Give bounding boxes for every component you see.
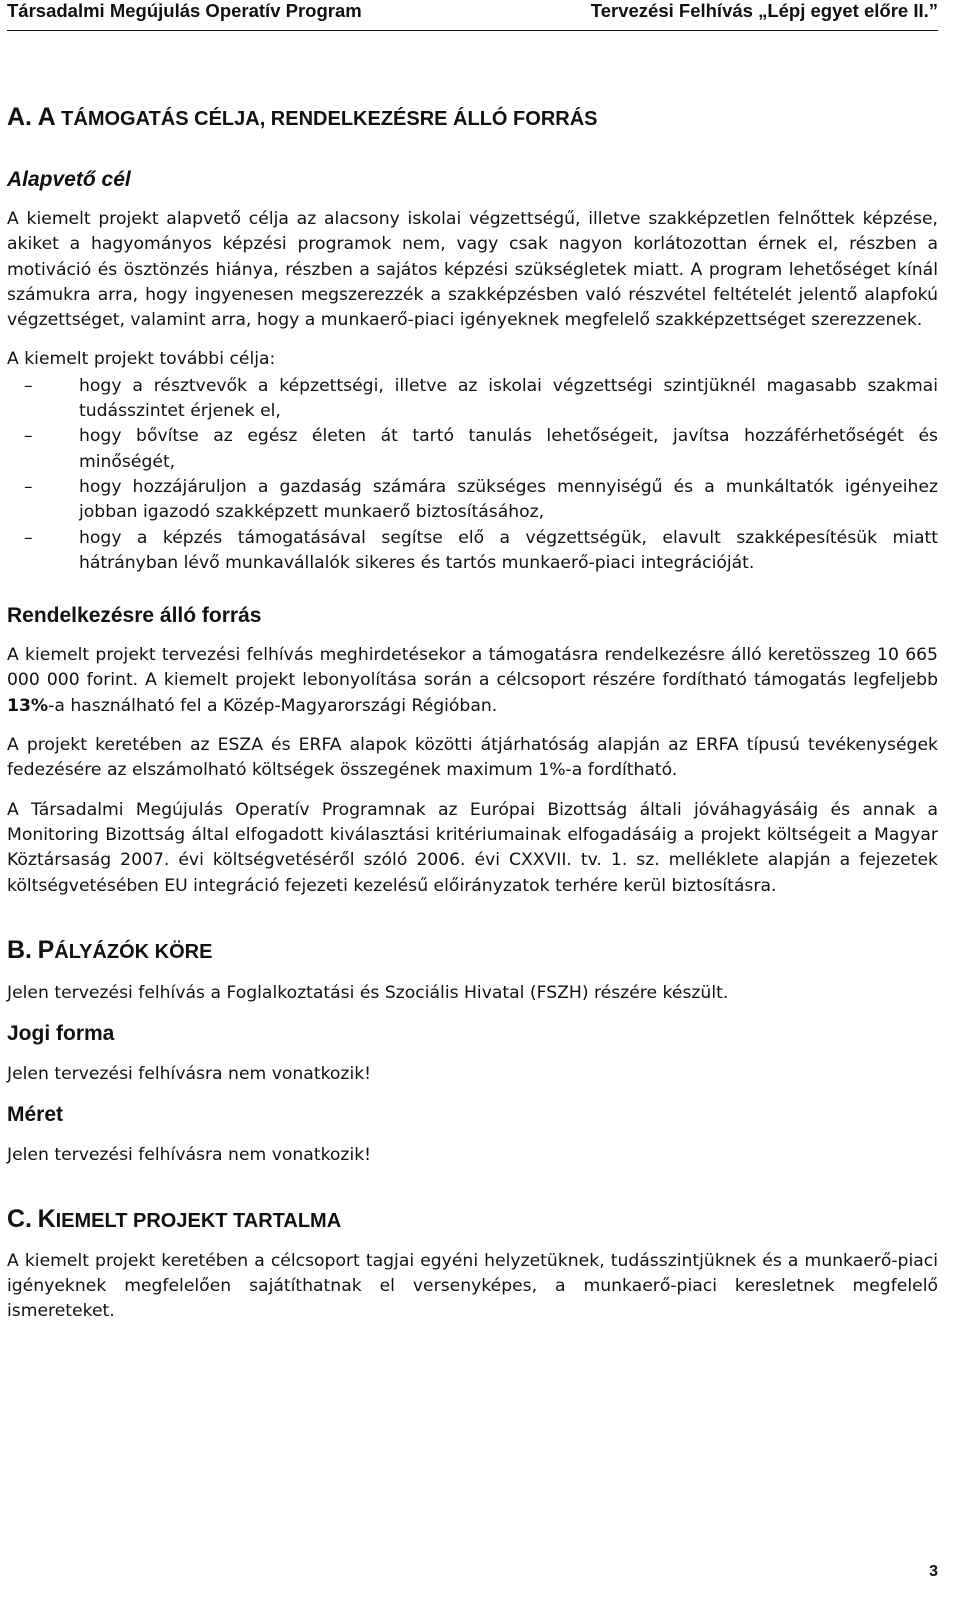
list-item-text: hogy a képzés támogatásával segítse elő a végzettségük, elavult szakképesítésük miatt hátrányban lévő munkavállalók sikeres és tartós munkaerő-piaci integrációját.: [79, 527, 938, 573]
subheading-jogi-forma: Jogi forma: [7, 1022, 115, 1046]
section-a-title-rest: TÁMOGATÁS CÉLJA, RENDELKEZÉSRE ÁLLÓ FORRÁS: [55, 108, 598, 130]
section-b-title-initial: P: [37, 935, 55, 964]
paragraph-forras-percent: 13%: [7, 695, 49, 716]
page-number: 3: [929, 1563, 938, 1580]
dash-bullet: –: [24, 426, 33, 447]
page-header: [7, 0, 938, 26]
section-c-heading: [7, 1205, 938, 1235]
paragraph-tamop-jovahagyas: A Társadalmi Megújulás Operatív Programnak az Európai Bizottság általi jóváhagyásáig és annak a Monitoring Bizottság által elfogadott kiválasztási kritériumainak elfogadásáig a projekt költségeit a Magyar Köztársaság 2007. évi költségvetéséről szóló 2006. évi CXXVII. tv. 1. sz. melléklete alapján a fejezetek költségvetésében EU integráció fejezeti kezelésű előirányzatok terhére kerül biztosításra.: [7, 799, 938, 896]
list-item-text: hogy a résztvevők a képzettségi, illetve az iskolai végzettségi szintjüknél magasabb szakmai tudásszintet érjenek el,: [79, 375, 938, 422]
section-b-heading: [7, 936, 938, 966]
goals-list: [7, 374, 938, 576]
section-a-title-initial: A: [37, 103, 56, 131]
section-c-letter: C.: [7, 1204, 32, 1233]
list-item: [7, 526, 938, 577]
section-b-letter: B.: [7, 935, 32, 964]
paragraph-palyazok-kore: Jelen tervezési felhívás a Foglalkoztatási és Szociális Hivatal (FSZH) részére készült.: [7, 982, 729, 1003]
paragraph-meret: Jelen tervezési felhívásra nem vonatkozik!: [7, 1145, 372, 1166]
document-body: [7, 103, 938, 1325]
subheading-meret: Méret: [7, 1103, 64, 1127]
paragraph-alapveto-cel: A kiemelt projekt alapvető célja az alacsony iskolai végzettségű, illetve szakképzetlen felnőttek képzése, akiket a hagyományos képzési programok nem, vagy csak nagyon korlátozottan érnek el, részben a motiváció és ösztönzés hiánya, részben a sajátos képzési szükségletek miatt. A program lehetőséget kínál számukra arra, hogy ingyenesen megszerezzék a szakképzésben való részvétel feltételét jelentő alapfokú végzettséget, valamint arra, hogy a munkaerő-piaci igényeknek megfelelő szakképzettséget szerezzenek.: [7, 209, 938, 331]
paragraph-forras-part2: -a használható fel a Közép-Magyarországi Régióban.: [48, 695, 498, 716]
section-a-heading: [7, 103, 938, 133]
paragraph-tovabbi-cel: A kiemelt projekt további célja:: [7, 349, 276, 370]
section-b-title-rest: ÁLYÁZÓK KÖRE: [54, 940, 213, 963]
list-item: [7, 374, 938, 425]
list-item: [7, 424, 938, 475]
paragraph-kiemelt-projekt-tartalma: A kiemelt projekt keretében a célcsoport tagjai egyéni helyzetüknek, tudásszintjüknek és a munkaerő-piaci igényeknek megfelelően sajátíthatnak el versenyképes, a munkaerő-piaci keresletnek megfelelő ismereteket.: [7, 1250, 938, 1322]
dash-bullet: –: [24, 476, 33, 497]
paragraph-forras: [7, 643, 938, 719]
section-c-title-initial: K: [37, 1204, 56, 1233]
header-call-title: Tervezési Felhívás „Lépj egyet előre II.”: [590, 0, 938, 21]
subheading-rendelkezesre-allo-forras: Rendelkezésre álló forrás: [7, 604, 262, 628]
header-divider: [7, 30, 938, 31]
header-program-title: Társadalmi Megújulás Operatív Program: [7, 0, 362, 21]
paragraph-forras-part1: A kiemelt projekt tervezési felhívás meghirdetésekor a támogatásra rendelkezésre álló keretösszeg 10 665 000 000 forint. A kiemelt projekt lebonyolítása során a célcsoport részére fordítható támogatás legfeljebb: [7, 645, 938, 691]
section-c-title-rest: IEMELT PROJEKT TARTALMA: [55, 1209, 342, 1232]
paragraph-jogi-forma: Jelen tervezési felhívásra nem vonatkozik!: [7, 1064, 372, 1085]
section-a-letter: A.: [7, 103, 32, 131]
dash-bullet: –: [24, 375, 33, 396]
dash-bullet: –: [24, 527, 33, 548]
paragraph-esza-erfa: A projekt keretében az ESZA és ERFA alapok közötti átjárhatóság alapján az ERFA típusú tevékenységek fedezésére az elszámolható költségek összegének maximum 1%-a fordítható.: [7, 735, 938, 781]
list-item: [7, 475, 938, 526]
list-item-text: hogy bővítse az egész életen át tartó tanulás lehetőségeit, javítsa hozzáférhetőségét és minőségét,: [79, 426, 938, 472]
subheading-alapveto-cel: Alapvető cél: [7, 168, 131, 191]
list-item-text: hogy hozzájáruljon a gazdaság számára szükséges mennyiségű és a munkáltatók igényeihez jobban igazodó szakképzett munkaerő biztosításához,: [79, 476, 938, 523]
